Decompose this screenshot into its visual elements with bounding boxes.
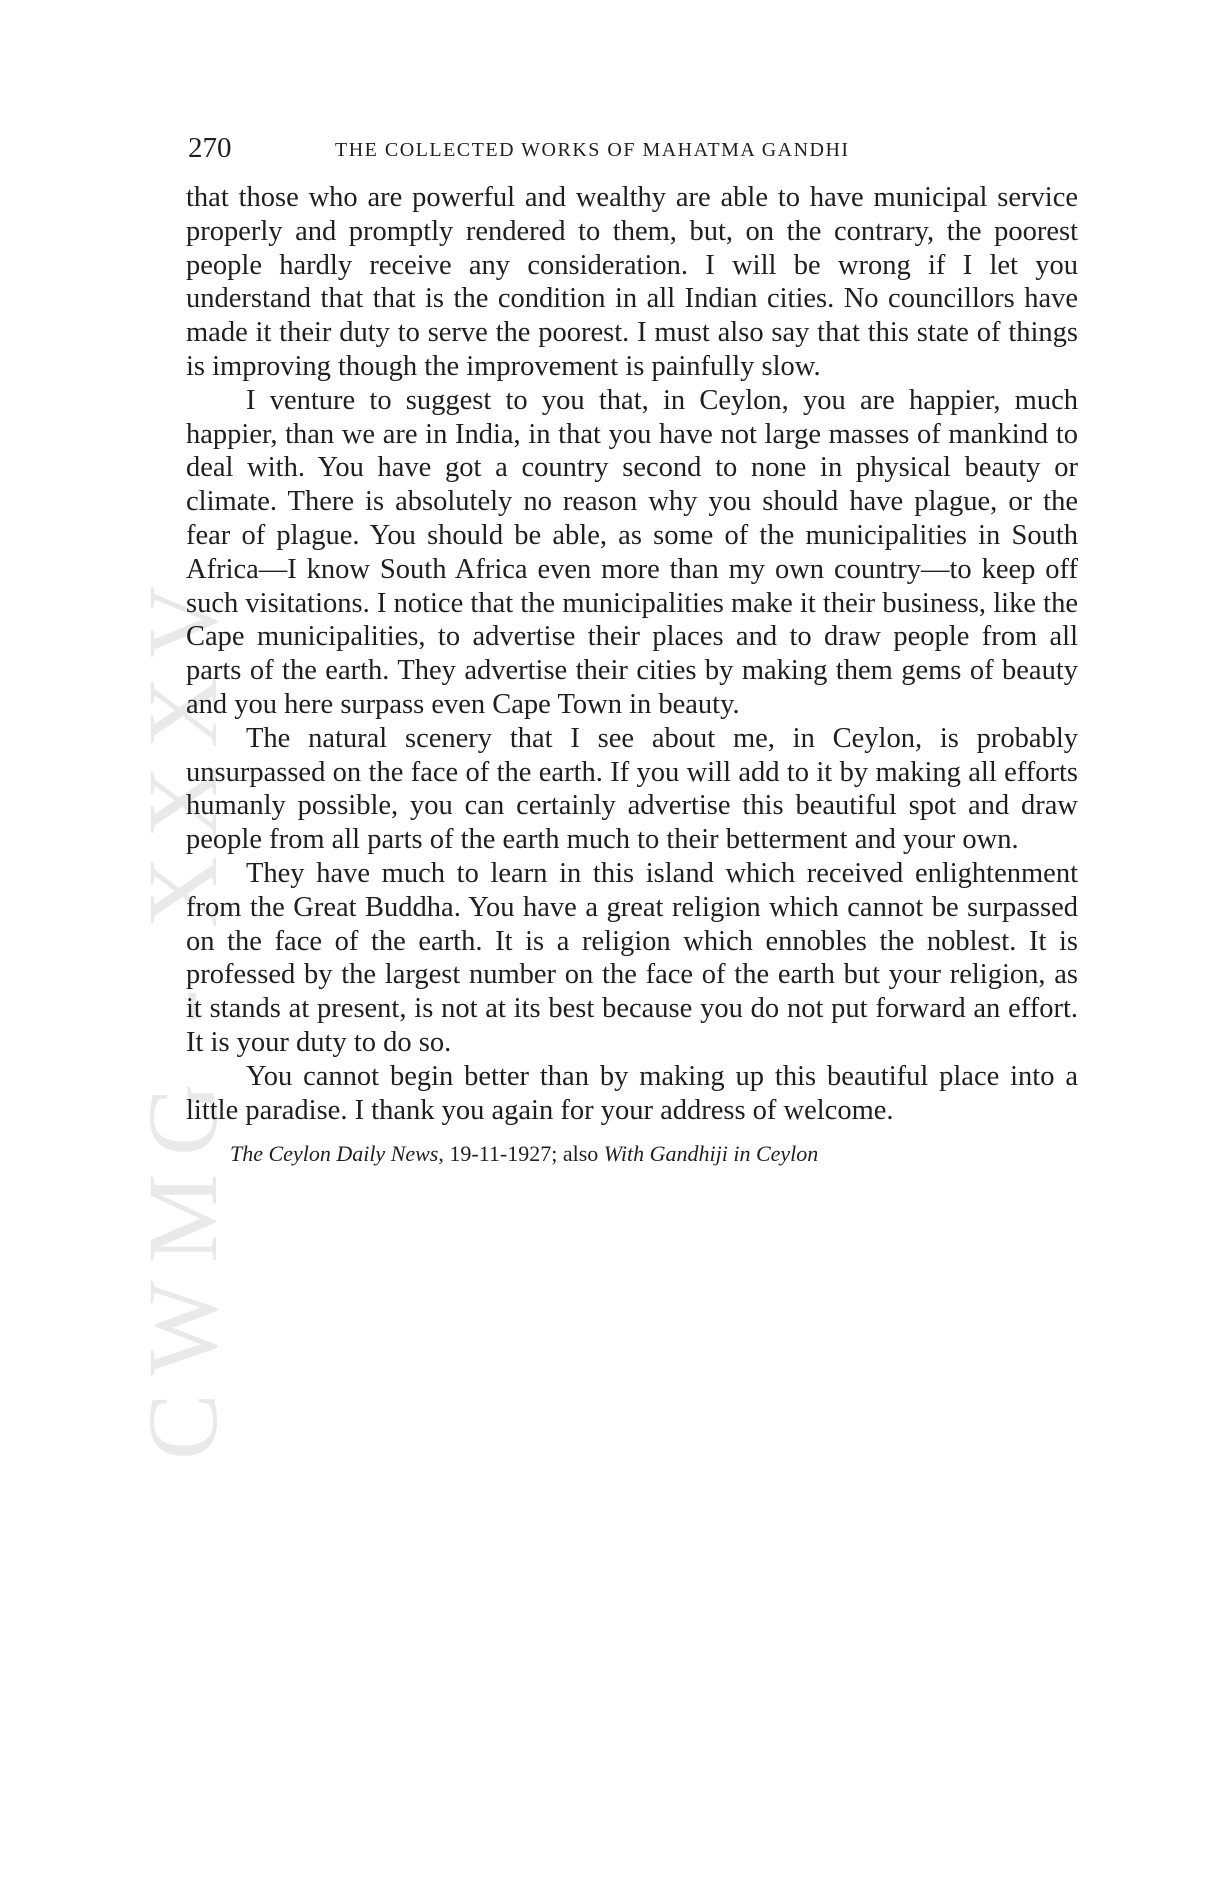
watermark: CWMG - XXXV <box>127 567 238 1460</box>
body-text <box>186 181 1078 1171</box>
paragraph: The natural scenery that I see about me, in Ceylon, is probably unsurpassed on the face of the earth. If you will add to it by making all efforts humanly possible, you can certainly advertise this beautiful spot and draw people from all parts of the earth much to their betterment and your own. <box>186 722 1078 856</box>
page-number: 270 <box>188 132 232 164</box>
paragraph: You cannot begin better than by making up this beautiful place into a little paradise. I thank you again for your address of welcome. <box>186 1060 1078 1126</box>
paragraph: They have much to learn in this island which received enlightenment from the Great Buddha. You have a great religion which cannot be surpassed on the face of the earth. It is a religion which ennobles the noblest. It is professed by the largest number on the face of the earth but your religion, as it stands at present, is not at its best because you do not put forward an effort. It is your duty to do so. <box>186 857 1078 1058</box>
source-publication: The Ceylon Daily News <box>230 1141 439 1167</box>
running-head <box>188 128 1078 168</box>
source-book: With Gandhiji in Ceylon <box>603 1141 819 1167</box>
source-citation <box>186 1137 1078 1171</box>
source-date: , 19-11-1927; also <box>438 1141 604 1167</box>
paragraph: I venture to suggest to you that, in Ceylon, you are happier, much happier, than we are in India, in that you have not large masses of mankind to deal with. You have got a country second to none in physical beauty or climate. There is absolutely no reason why you should have plague, or the fear of plague. You should be able, as some of the municipalities in South Africa—I know South Africa even more than my own country—to keep off such visitations. I notice that the municipalities make it their business, like the Cape municipalities, to advertise their places and to draw people from all parts of the earth. They advertise their cities by making them gems of beauty and you here surpass even Cape Town in beauty. <box>186 384 1078 720</box>
running-title: THE COLLECTED WORKS OF MAHATMA GANDHI <box>335 139 850 161</box>
paragraph: that those who are powerful and wealthy are able to have municipal service properly and promptly rendered to them, but, on the contrary, the poorest people hardly receive any consideration. I will be wrong if I let you understand that that is the condition in all Indian cities. No councillors have made it their duty to serve the poorest. I must also say that this state of things is improving though the improvement is painfully slow. <box>186 182 1078 382</box>
